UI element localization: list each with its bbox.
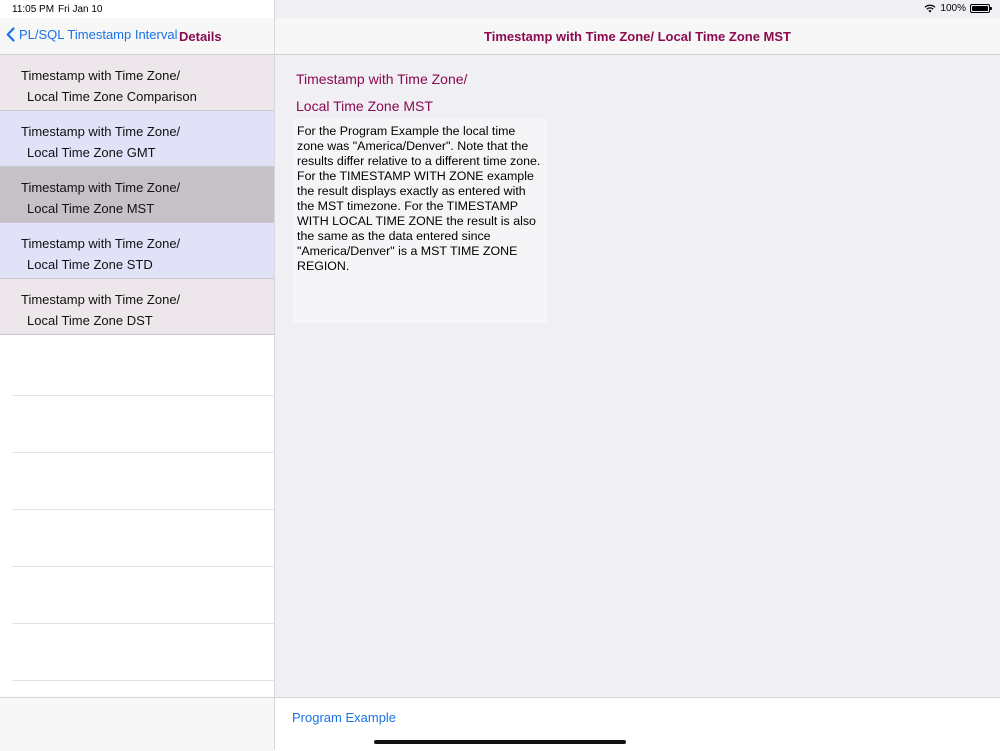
battery-percent: 100%	[940, 3, 966, 14]
detail-heading-line1: Timestamp with Time Zone/	[296, 71, 468, 87]
sidebar-nav-bar	[0, 18, 274, 55]
list-item-line2: Local Time Zone STD	[27, 257, 153, 272]
status-bar	[0, 0, 1000, 18]
detail-heading	[296, 66, 467, 120]
empty-row	[12, 396, 274, 453]
empty-list-rows	[12, 339, 274, 681]
status-time: 11:05 PM	[12, 4, 55, 15]
detail-nav-title: Timestamp with Time Zone/ Local Time Zone MST	[484, 29, 791, 44]
wifi-icon	[924, 4, 936, 13]
list-item-line2: Local Time Zone GMT	[27, 145, 156, 160]
topic-list	[0, 55, 274, 335]
list-item-gmt[interactable]	[0, 111, 274, 167]
chevron-left-icon	[6, 27, 15, 42]
empty-row	[12, 453, 274, 510]
list-item-line1: Timestamp with Time Zone/	[21, 68, 181, 83]
home-indicator	[374, 740, 626, 744]
list-item-line2: Local Time Zone Comparison	[27, 89, 197, 104]
list-item-line1: Timestamp with Time Zone/	[21, 236, 181, 251]
status-right	[924, 3, 990, 14]
list-item-comparison[interactable]	[0, 55, 274, 111]
sidebar-title: Details	[179, 29, 222, 44]
back-button[interactable]	[6, 27, 177, 42]
list-item-line1: Timestamp with Time Zone/	[21, 292, 181, 307]
list-item-line2: Local Time Zone DST	[27, 313, 153, 328]
list-item-mst-selected[interactable]	[0, 167, 274, 223]
battery-icon	[970, 4, 990, 13]
empty-row	[12, 339, 274, 396]
empty-row	[12, 510, 274, 567]
sidebar	[0, 0, 275, 750]
list-item-line1: Timestamp with Time Zone/	[21, 124, 181, 139]
empty-row	[12, 624, 274, 681]
list-item-line1: Timestamp with Time Zone/	[21, 180, 181, 195]
detail-nav-bar	[275, 18, 1000, 55]
program-example-button[interactable]: Program Example	[292, 710, 397, 725]
sidebar-toolbar	[0, 697, 274, 751]
detail-description: For the Program Example the local time zone was "America/Denver". Note that the results differ relative to a different time zone. For the TIMESTAMP WITH ZONE example the result displays exactly as entered with the MST timezone. For the TIMESTAMP WITH LOCAL TIME ZONE the result is also the same as the data entered since "America/Denver" is a MST TIME ZONE REGION.	[293, 118, 547, 323]
list-item-std[interactable]	[0, 223, 274, 279]
detail-heading-line2: Local Time Zone MST	[296, 98, 433, 114]
list-item-line2: Local Time Zone MST	[27, 201, 155, 216]
detail-pane	[275, 0, 1000, 750]
empty-row	[12, 567, 274, 624]
status-date: Fri Jan 10	[58, 4, 103, 15]
back-button-label: PL/SQL Timestamp Interval	[19, 27, 178, 42]
list-item-dst[interactable]	[0, 279, 274, 335]
